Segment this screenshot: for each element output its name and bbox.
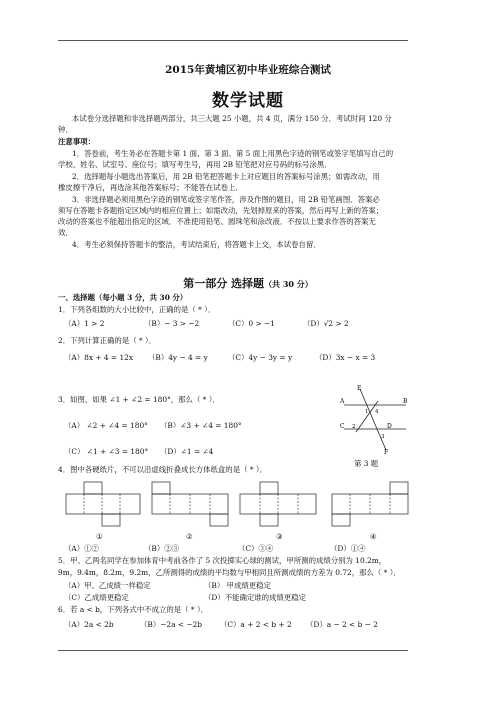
q3-label-2: 2: [352, 424, 356, 430]
q4-net-label-3: ③: [276, 532, 283, 541]
notice-1b: 学校、姓名、试室号、座位号；填写考生号，再用 2B 铅笔把对应号码的标号涂黑．: [58, 160, 332, 169]
q2-option-b: （B）4y − 4 = y: [148, 353, 208, 362]
q3-label-d: D: [387, 423, 392, 430]
q3-label-a: A: [340, 398, 345, 405]
q3-label-f: F: [384, 449, 389, 456]
notice-3b: 须写在答题卡各题指定区域内的相应位置上；如需改动，先划掉原来的答案，然后再写上新的答案；: [58, 206, 384, 215]
notice-3d: 效．: [58, 228, 73, 237]
q3-option-c: （C） ∠1 + ∠3 = 180°: [64, 447, 149, 456]
q5-option-d: （D）不能确定谁的成绩更稳定: [204, 593, 307, 602]
q1-option-c: （C）0 > −1: [228, 319, 275, 328]
q3-option-b: （B）∠3 + ∠4 = 180°: [160, 421, 242, 430]
q2-stem: 2．下列计算正确的是（ * ）．: [58, 336, 157, 345]
q5-stem-2: 9m，9.4m，8.2m，9.2m，乙所测得的成绩的平均数与甲相同且所测成绩的方差为 0.72，那么（ * ）．: [58, 568, 401, 577]
q3-label-e: E: [357, 385, 362, 392]
q1-stem: 1．下列各组数的大小比较中，正确的是（ * ）．: [58, 305, 216, 314]
q1-option-b: （B）− 3 > −2: [144, 319, 200, 328]
q4-net-label-2: ②: [186, 532, 193, 541]
q5-option-c: （C）乙成绩更稳定: [64, 593, 129, 602]
q3-label-b: B: [403, 398, 408, 405]
q2-option-a: （A）8x + 4 = 12x: [64, 353, 134, 362]
q6-option-b: （B）−2a < −2b: [140, 620, 203, 629]
q3-label-4: 4: [375, 409, 379, 415]
line-ef: [360, 389, 386, 450]
q3-option-a: （A） ∠2 + ∠4 = 180°: [64, 421, 148, 430]
bottom-rule: [58, 650, 408, 651]
subject-title: 数学试题: [212, 91, 284, 111]
exam-title: 2015年黄埔区初中毕业班综合测试: [165, 64, 331, 76]
intro-line-1: 本试卷分选择题和非选择题两部分，共三大题 25 小题，共 4 页，满分 150 分．考试时间 120 分: [72, 114, 392, 123]
q3-figure: [340, 384, 410, 456]
notice-4: 4．考生必须保持答题卡的整洁，考试结束后，将答题卡上交，本试卷自留．: [72, 240, 321, 249]
q6-option-d: （D）a − 2 < b − 2: [306, 620, 378, 629]
q4-net-label-1: ①: [96, 532, 103, 541]
q4-option-d: （D）①④: [330, 544, 366, 553]
q3-option-d: （D）∠1 = ∠4: [160, 447, 214, 456]
q3-caption: 第 3 题: [354, 459, 379, 468]
q4-net-2: [150, 480, 232, 530]
part-one-title: 第一部分 选择题（共 30 分）: [183, 277, 313, 290]
q6-stem: 6．若 a < b，下列各式中不成立的是（ * ）．: [58, 605, 209, 614]
q4-option-c: （C）③④: [238, 544, 274, 553]
q6-option-c: （C）a + 2 < b + 2: [220, 620, 292, 629]
q1-option-d: （D）√2 > 2: [303, 319, 349, 328]
q6-option-a: （A）2a < 2b: [64, 620, 114, 629]
q4-option-b: （B）②③: [144, 544, 179, 553]
q4-option-a: （A）①②: [64, 544, 99, 553]
notice-3a: 3．非选择题必须用黑色字迹的钢笔或签字笔作答，涉及作图的题目，用 2B 铅笔画图．答案必: [72, 195, 380, 204]
q3-label-3: 3: [381, 434, 385, 440]
q5-option-a: （A）甲、乙成绩一样稳定: [64, 581, 151, 590]
notice-heading: 注意事项：: [58, 137, 95, 146]
q2-option-d: （D）3x − x = 3: [315, 353, 376, 362]
q5-stem-1: 5．甲、乙两名同学在参加体育中考前各作了 5 次投掷实心球的测试，甲所测的成绩分别为 10.2m，: [58, 556, 387, 565]
q3-label-c: C: [340, 423, 345, 430]
notice-1a: 1．答卷前，考生务必在答题卡第 1 面、第 3 面、第 5 面上用黑色字迹的钢笔或签字笔填写自己的: [72, 149, 394, 158]
q4-net-3: [238, 480, 320, 530]
q3-label-1: 1: [365, 409, 369, 415]
q4-net-label-4: ④: [370, 532, 377, 541]
q5-option-b: （B） 甲成绩更稳定: [204, 581, 271, 590]
intro-line-2: 钟．: [58, 125, 73, 134]
notice-2a: 2．选择题每小题选出答案后，用 2B 铅笔把答题卡上对应题目的答案标号涂黑；如需改动，用: [72, 172, 380, 181]
notice-3c: 改动的答案也不能超出指定的区域．不准使用铅笔、圆珠笔和涂改液．不按以上要求作答的答案无: [58, 217, 376, 226]
q2-option-c: （C）4y − 3y = y: [228, 353, 293, 362]
q1-option-a: （A）1 > 2: [64, 319, 105, 328]
q3-stem: 3．如图，如果 ∠1 + ∠2 = 180°，那么（ * ）．: [58, 395, 220, 404]
notice-2b: 橡皮擦干净后，再选涂其他答案标号；不能答在试卷上．: [58, 183, 243, 192]
top-rule: [58, 40, 408, 41]
q4-stem: 4．图中各硬纸片，不可以沿虚线折叠成长方体纸盒的是（ * ）．: [58, 465, 267, 474]
q4-net-1: [64, 480, 144, 530]
q4-net-4: [330, 480, 412, 530]
section-heading: 一、选择题（每小题 3 分，共 30 分）: [58, 293, 188, 302]
